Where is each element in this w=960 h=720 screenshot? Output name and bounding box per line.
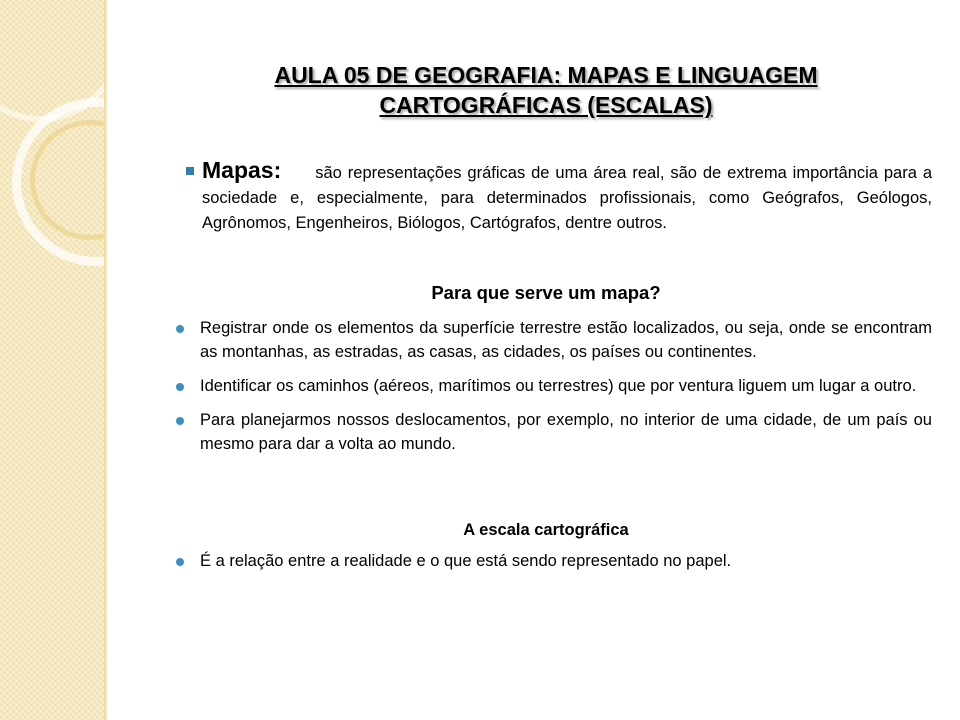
slide-title xyxy=(160,60,932,120)
list-item-text: Registrar onde os elementos da superfície terrestre estão localizados, ou seja, onde se encontram as montanhas, as estradas, as casas, as cidades, os países ou continentes. xyxy=(200,319,932,361)
scale-list xyxy=(200,549,932,573)
slide-title-line: CARTOGRÁFICAS (ESCALAS) xyxy=(379,92,713,118)
bullet-icon xyxy=(176,558,184,566)
mapas-term: Mapas: xyxy=(202,157,282,183)
purpose-list xyxy=(200,316,932,466)
bullet-icon xyxy=(176,417,184,425)
list-item xyxy=(200,374,932,398)
list-item-text: Identificar os caminhos (aéreos, marítimos ou terrestres) que por ventura liguem um lugar a outro. xyxy=(200,377,917,395)
bullet-icon xyxy=(176,383,184,391)
square-bullet-icon xyxy=(186,167,194,175)
bullet-icon xyxy=(176,325,184,333)
list-item-text: Para planejarmos nossos deslocamentos, por exemplo, no interior de uma cidade, de um país ou mesmo para dar a volta ao mundo. xyxy=(200,411,932,453)
list-item xyxy=(200,549,932,573)
section-heading-scale: A escala cartográfica xyxy=(463,521,629,539)
list-item xyxy=(200,316,932,364)
list-item xyxy=(200,408,932,456)
decorative-sidebar xyxy=(0,0,104,720)
list-item-text: É a relação entre a realidade e o que está sendo representado no papel. xyxy=(200,552,732,570)
section-heading-purpose: Para que serve um mapa? xyxy=(431,282,661,303)
mapas-definition xyxy=(202,158,932,236)
sidebar-border xyxy=(104,0,107,720)
mapas-text: são representações gráficas de uma área real, são de extrema importância para a sociedade e, especialmente, para determinados profissionais, como Geógrafos, Geólogos, Agrônomos, Engenheiros, Biólogos, Cartógrafos, dentre outros. xyxy=(202,164,932,232)
slide-content xyxy=(160,0,932,720)
slide-title-line: AULA 05 DE GEOGRAFIA: MAPAS E LINGUAGEM xyxy=(274,62,818,88)
